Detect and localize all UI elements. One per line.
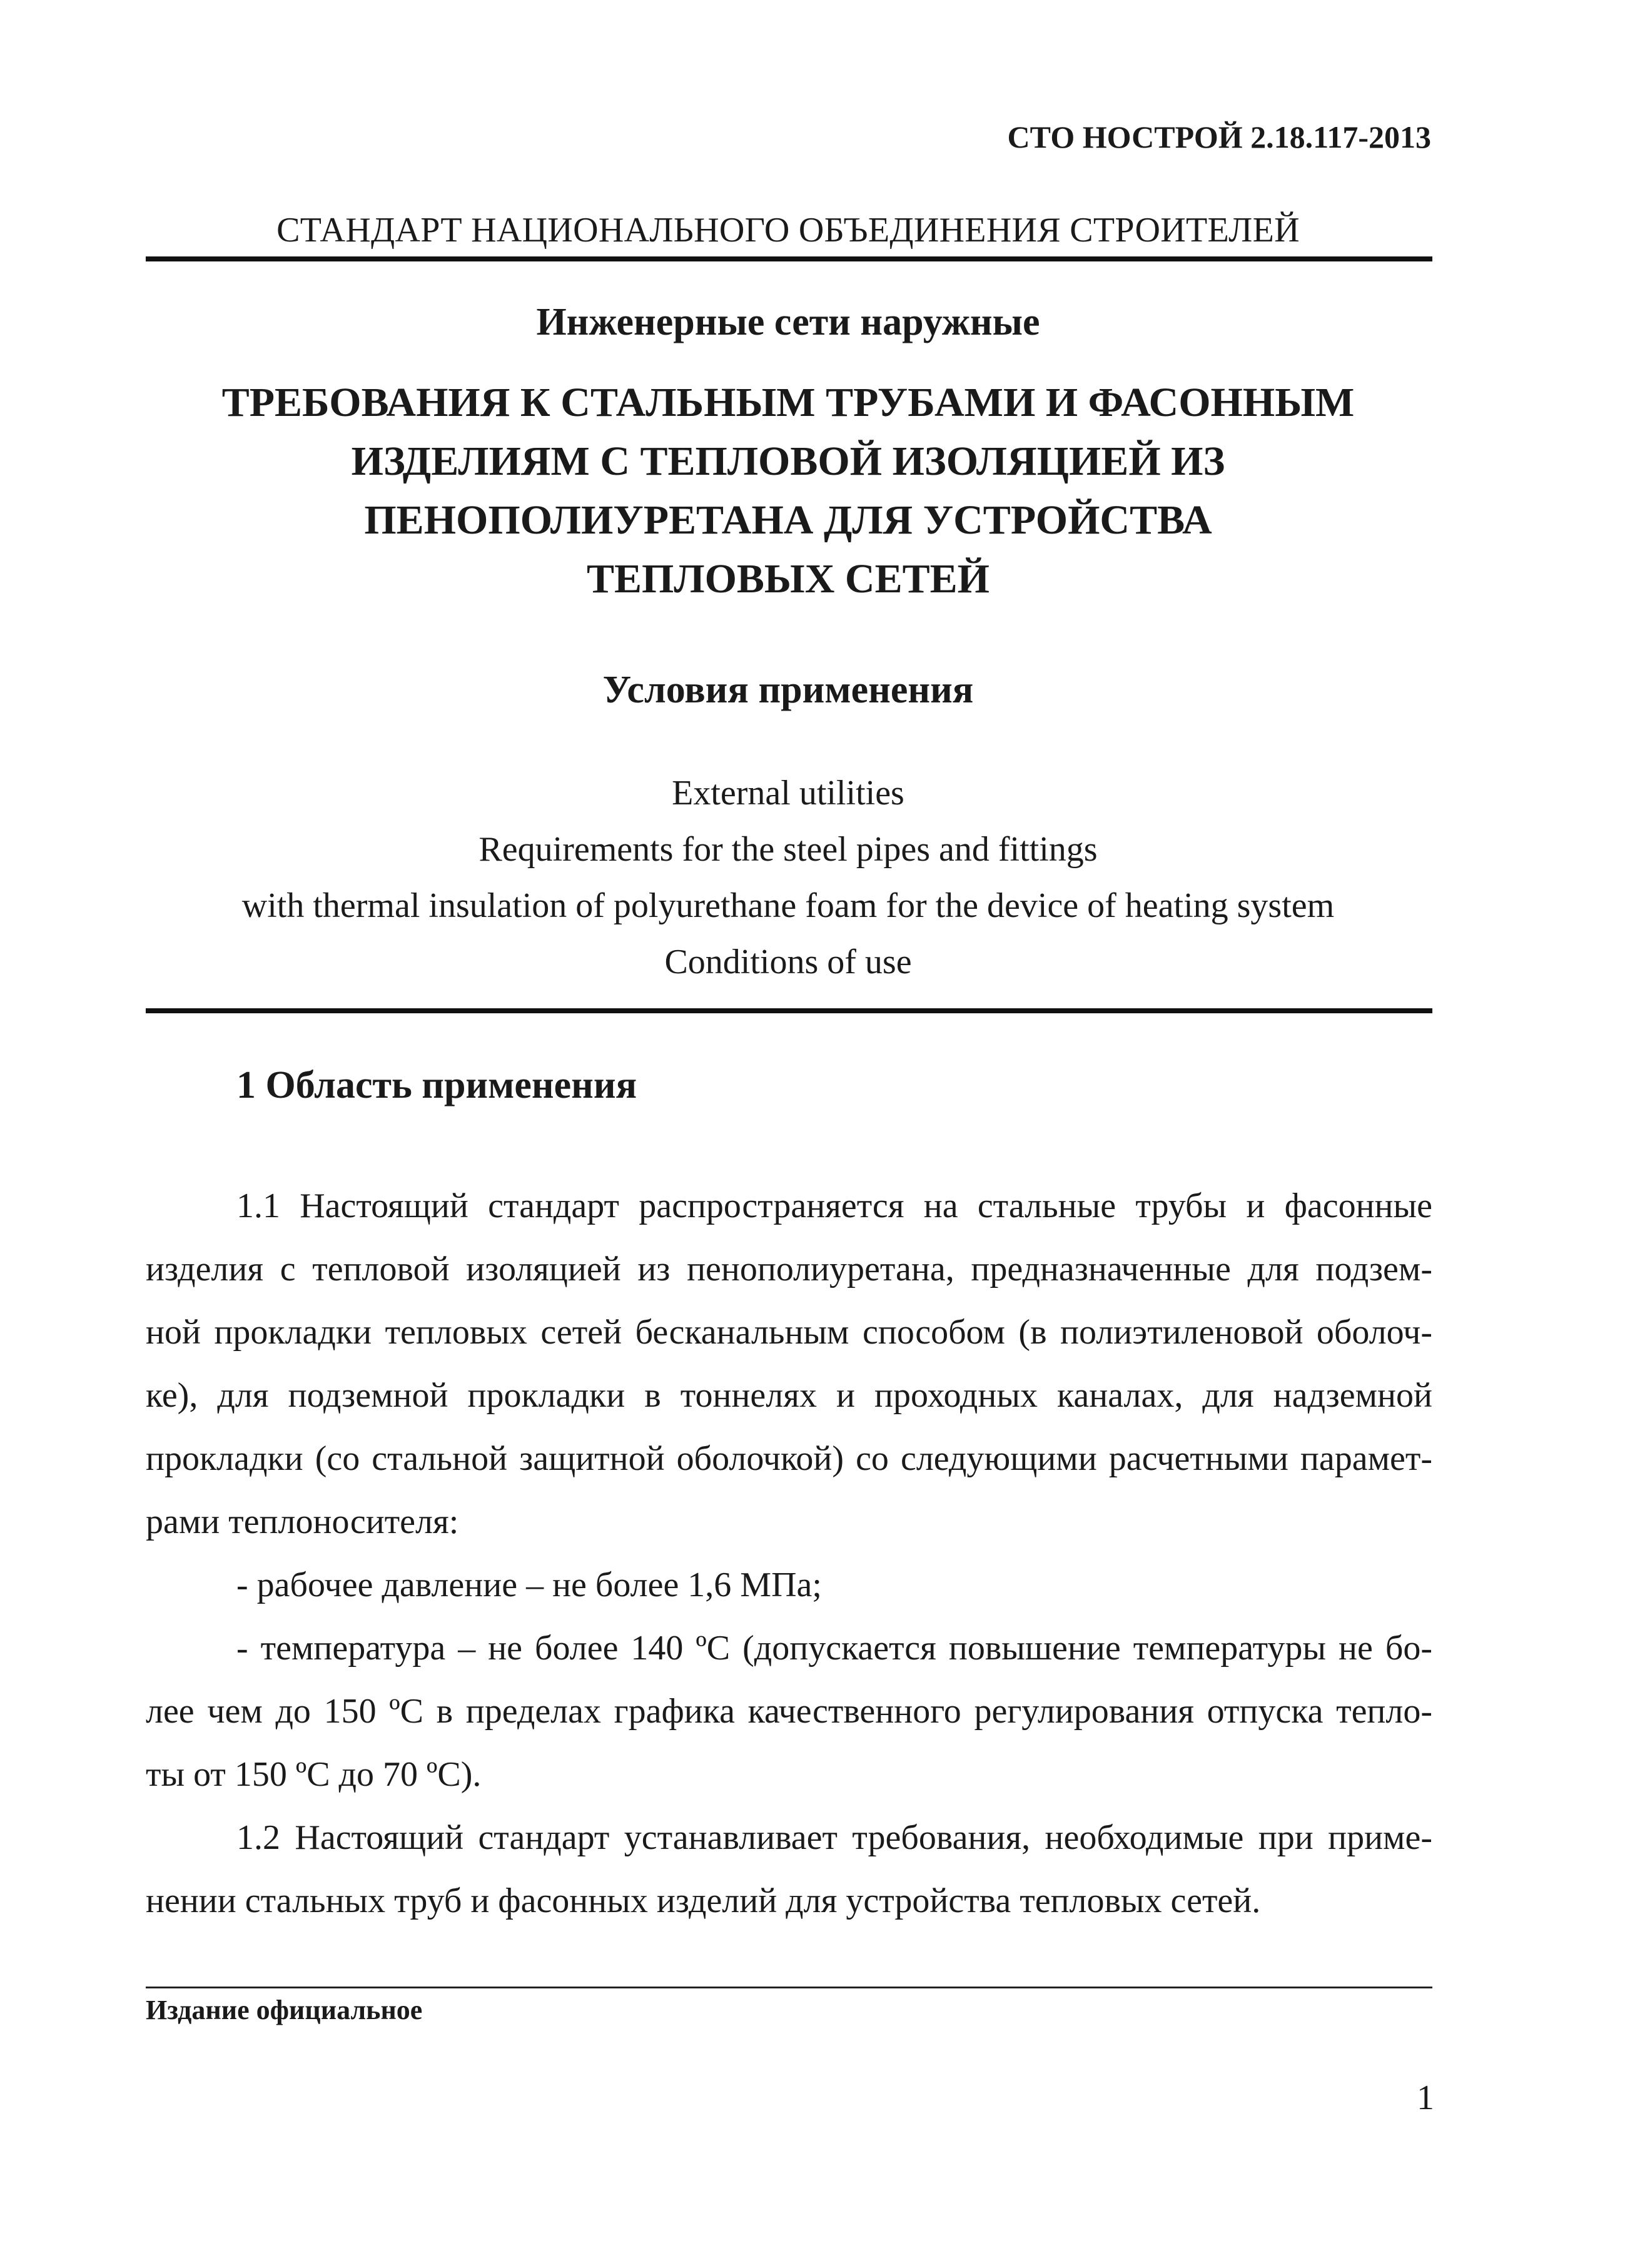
list-item-pressure: - рабочее давление – не более 1,6 МПа; — [236, 1566, 822, 1604]
official-edition-label: Издание официальное — [146, 1995, 423, 2025]
paragraph-line: ной прокладки тепловых сетей бесканальным способом (в полиэтиленовой оболоч- — [146, 1313, 1432, 1352]
document-subject: Инженерные сети наружные — [536, 301, 1040, 343]
paragraph-line: 1.2 Настоящий стандарт устанавливает требования, необходимые при приме- — [236, 1818, 1432, 1857]
english-title-line: Requirements for the steel pipes and fittings — [478, 830, 1098, 869]
list-item-temperature: - температура – не более 140 ºС (допускается повышение температуры не бо- — [236, 1629, 1432, 1668]
title-line: ТРЕБОВАНИЯ К СТАЛЬНЫМ ТРУБАМИ И ФАСОННЫМ — [221, 380, 1355, 425]
english-title-line: with thermal insulation of polyurethane foam for the device of heating system — [241, 886, 1335, 925]
conditions-subtitle: Условия применения — [602, 669, 974, 711]
organization-title: СТАНДАРТ НАЦИОНАЛЬНОГО ОБЪЕДИНЕНИЯ СТРОИТЕЛЕЙ — [276, 211, 1300, 250]
english-title-line: Conditions of use — [664, 943, 912, 981]
title-line: ПЕНОПОЛИУРЕТАНА ДЛЯ УСТРОЙСТВА — [364, 497, 1212, 543]
title-bottom-divider — [146, 1008, 1432, 1013]
paragraph-line: ке), для подземной прокладки в тоннелях и проходных каналах, для надземной — [146, 1376, 1432, 1415]
paragraph-line: ты от 150 ºС до 70 ºС). — [146, 1755, 482, 1794]
paragraph-line: нении стальных труб и фасонных изделий для устройства тепловых сетей. — [146, 1881, 1261, 1920]
paragraph-line: рами теплоносителя: — [146, 1502, 459, 1541]
title-line: ТЕПЛОВЫХ СЕТЕЙ — [587, 556, 990, 602]
top-divider — [146, 256, 1432, 261]
footer-divider — [146, 1987, 1432, 1988]
document-code: СТО НОСТРОЙ 2.18.117-2013 — [1007, 119, 1431, 154]
paragraph-line: изделия с тепловой изоляцией из пенополиуретана, предназначенные для подзем- — [146, 1250, 1432, 1288]
section-heading: 1 Область применения — [236, 1064, 637, 1106]
english-title-line: External utilities — [672, 774, 904, 813]
page-number: 1 — [1417, 2078, 1434, 2117]
paragraph-line: 1.1 Настоящий стандарт распространяется на стальные трубы и фасонные — [236, 1187, 1432, 1225]
title-line: ИЗДЕЛИЯМ С ТЕПЛОВОЙ ИЗОЛЯЦИЕЙ ИЗ — [351, 438, 1225, 484]
paragraph-line: прокладки (со стальной защитной оболочкой) со следующими расчетными парамет- — [146, 1439, 1432, 1478]
paragraph-line: лее чем до 150 ºС в пределах графика качественного регулирования отпуска тепло- — [146, 1692, 1432, 1731]
